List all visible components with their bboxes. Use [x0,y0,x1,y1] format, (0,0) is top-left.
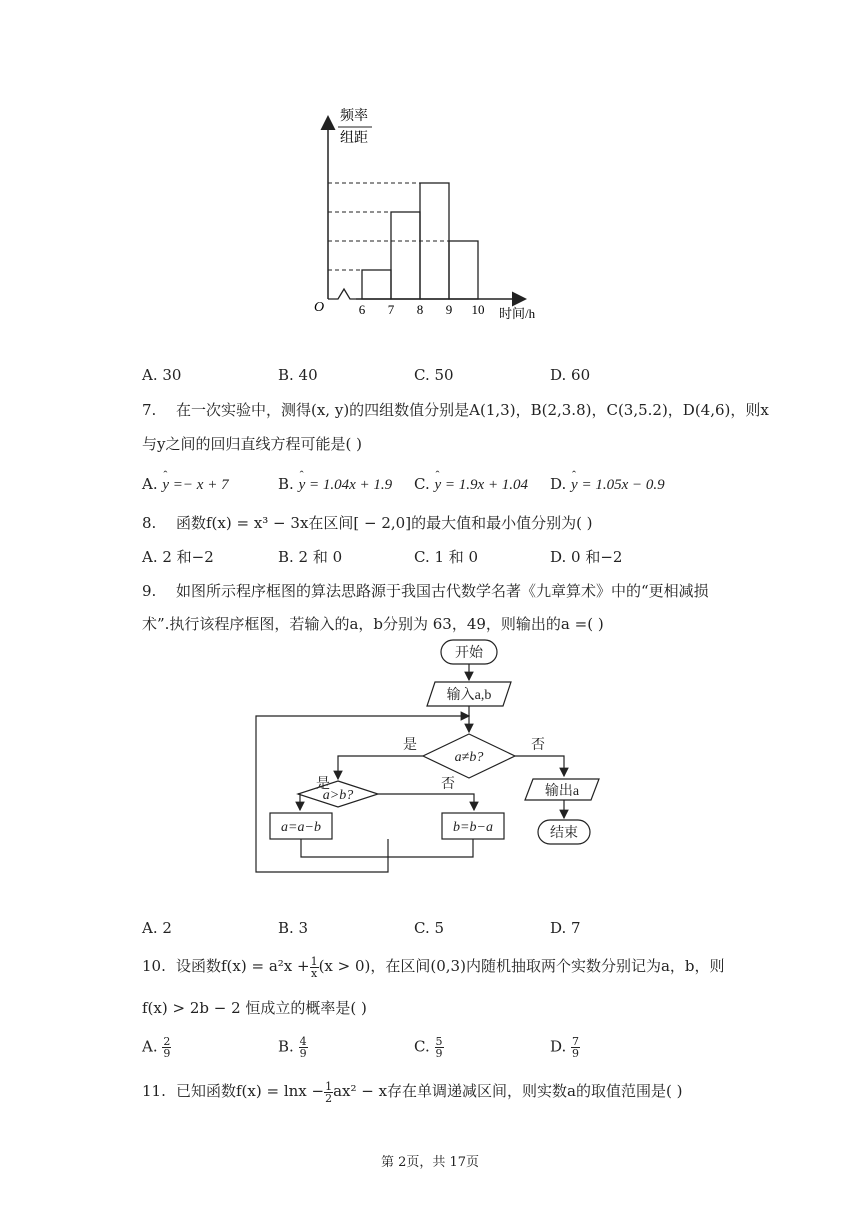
q10-number: 10. [142,957,166,975]
q8-option-a[interactable]: A. 2 和−2 [142,548,214,566]
x-axis-label: 时间/h [499,306,536,321]
q8-option-d[interactable]: D. 0 和−2 [550,548,623,566]
x-tick-label: 10 [471,302,485,317]
histogram-chart [300,100,560,330]
cond2-label: a>b? [322,788,354,803]
q6-option-a[interactable]: A. 30 [142,366,182,384]
q6-option-b[interactable]: B. 40 [278,366,318,384]
y-label-top: 频率 [340,109,368,124]
q11-text-a: 已知函数f(x) = lnx − [176,1082,325,1100]
q8-option-c[interactable]: C. 1 和 0 [414,548,479,566]
q10-option-a[interactable]: A. $\frac{2}{9}$ [142,1035,171,1060]
q7-stem-line2: 与y之间的回归直线方程可能是( ) [142,435,362,453]
cond1-label: a≠b? [454,750,484,765]
q9-option-a[interactable]: A. 2 [142,919,172,937]
x-tick-label: 8 [416,302,424,317]
q11-text-b: ax² − x存在单调递减区间，则实数a的取值范围是( ) [333,1082,683,1100]
q8-number: 8. [142,514,157,532]
q10-fraction: $\frac{1}{x}$ [310,954,318,980]
histogram-bar [449,241,478,299]
q11-number: 11. [142,1082,166,1100]
q6-option-d[interactable]: D. 60 [550,366,591,384]
q9-stem-line2: 术”.执行该程序框图，若输入的a，b分别为 63，49，则输出的a =( ) [142,615,604,633]
histogram-bar [391,212,420,299]
assign1-label: a=a−b [281,820,321,835]
q9-option-b[interactable]: B. 3 [278,919,309,937]
q9-number: 9. [142,582,157,600]
yes2-label: 是 [316,777,330,792]
x-tick-label: 9 [445,302,453,317]
q10-option-b[interactable]: B. $\frac{4}{9}$ [278,1035,307,1060]
axis-break [328,289,356,299]
x-tick-label: 6 [358,302,366,317]
q10-stem-line2: f(x) > 2b − 2 恒成立的概率是( ) [142,999,367,1017]
q10-option-c[interactable]: C. $\frac{5}{9}$ [414,1035,443,1060]
q10-option-d[interactable]: D. $\frac{7}{9}$ [550,1035,580,1060]
y-label-bottom: 组距 [340,131,368,146]
q9-option-c[interactable]: C. 5 [414,919,445,937]
yes1-label: 是 [403,738,417,753]
output-label: 输出a [544,784,580,799]
q7-option-b[interactable]: B. ˆ y = 1.04x + 1.9 [278,475,392,494]
q7-option-c[interactable]: C. ˆ y = 1.9x + 1.04 [414,475,528,494]
histogram-bar [362,270,391,299]
q8-stem [142,512,593,533]
no2-label: 否 [441,777,455,792]
start-label: 开始 [455,646,483,661]
q9-option-d[interactable]: D. 7 [550,919,581,937]
q7-text-1: 在一次实验中，测得(x, y)的四组数值分别是A(1,3)，B(2,3.8)，C(3,5.2)，D(4,6)，则x [176,401,769,419]
q6-option-c[interactable]: C. 50 [414,366,454,384]
q8-option-b[interactable]: B. 2 和 0 [278,548,343,566]
q7-stem-line1 [142,399,769,420]
end-label: 结束 [550,826,578,841]
assign2-label: b=b−a [453,820,493,835]
q9-text-1: 如图所示程序框图的算法思路源于我国古代数学名著《九章算术》中的“更相减损 [176,582,709,600]
q11-fraction: $\frac{1}{2}$ [325,1079,333,1105]
q8-text: 函数f(x) = x³ − 3x在区间[ − 2,0]的最大值和最小值分别为( ) [176,514,593,532]
q10-text-1a: 设函数f(x) = a²x + [176,957,310,975]
page-footer: 第 2页，共 17页 [380,1155,480,1170]
no1-label: 否 [531,738,545,753]
q11-stem [142,1080,682,1104]
q9-stem-line1 [142,580,709,601]
x-tick-label: 7 [387,302,395,317]
flowchart-lower [250,636,620,876]
q7-option-a[interactable]: A. ˆ y =− x + 7 [142,475,229,494]
input-label: 输入a,b [446,688,492,703]
q10-text-1b: (x > 0)，在区间(0,3)内随机抽取两个实数分别记为a，b，则 [318,957,725,975]
origin-label: O [314,300,325,315]
q10-stem-line1 [142,955,725,979]
q7-number: 7. [142,401,157,419]
q7-option-d[interactable]: D. ˆ y = 1.05x − 0.9 [550,475,665,494]
